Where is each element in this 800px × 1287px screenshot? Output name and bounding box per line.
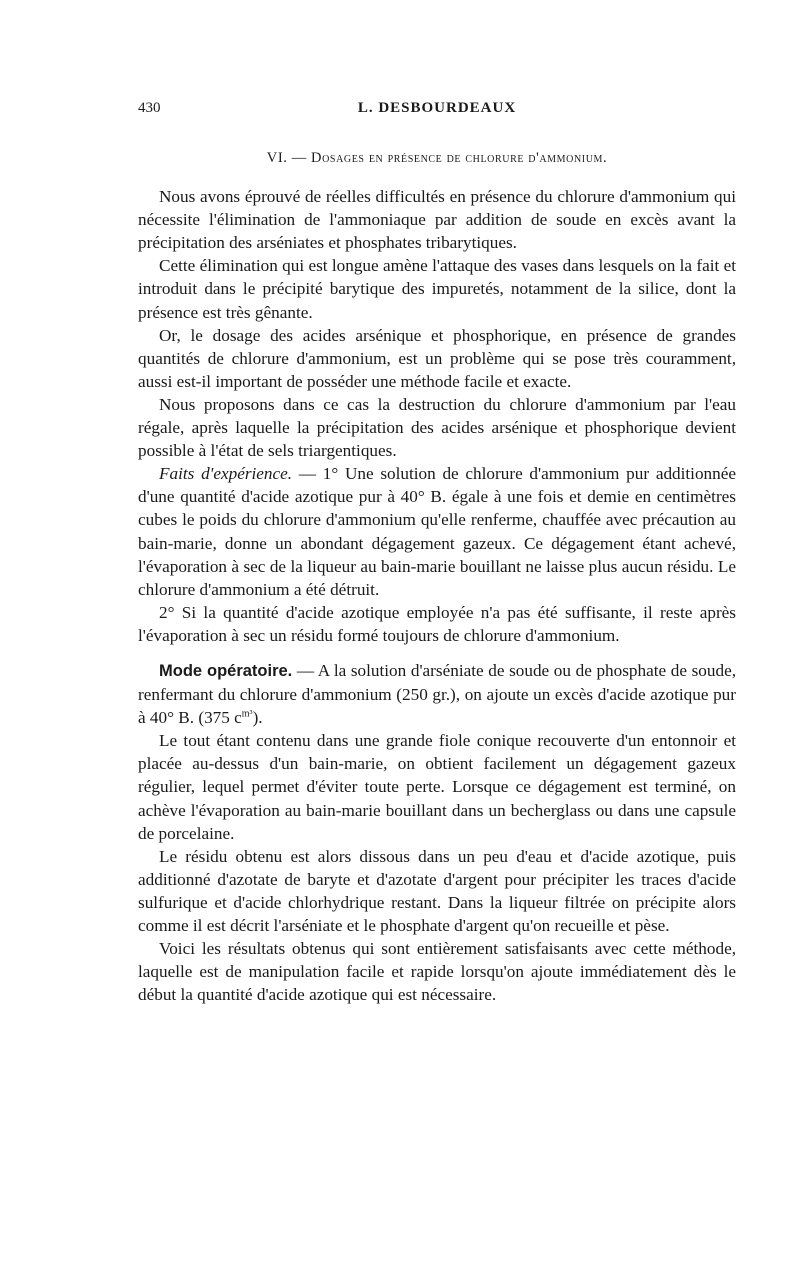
paragraph: Nous proposons dans ce cas la destruction du chlorure d'ammonium par l'eau régale, après laquelle la précipitation des acides arsénique et phosphorique devient possible à l'état de sels triargentiques. — [138, 394, 736, 461]
faits-label: Faits d'expérience. — [159, 464, 293, 484]
document-page — [138, 96, 736, 1006]
mode-text: — A la solution d'arséniate de soude ou de phosphate de soude, renfermant du chlorure d'ammonium (250 gr.), on ajoute un excès d'acide azotique pur à 40° B. (375 c — [138, 660, 737, 728]
running-header — [138, 96, 736, 120]
section-heading: VI. — Dosages en présence de chlorure d'ammonium. — [266, 150, 608, 166]
paragraph: Le tout étant contenu dans une grande fiole conique recouverte d'un entonnoir et placée au-dessus d'un bain-marie, on obtient facilement un dégagement gazeux régulier, lequel permet d'éviter toute perte. Lorsque ce dégagement est terminé, on achève l'évaporation au bain-marie bouillant dans un becherglass ou dans une capsule de porcelaine. — [138, 731, 736, 843]
mode-label: Mode opératoire. — [159, 661, 293, 680]
paragraph: 2° Si la quantité d'acide azotique employée n'a pas été suffisante, il reste après l'évaporation à sec un résidu formé toujours de chlorure d'ammonium. — [138, 602, 736, 645]
paragraph: Nous avons éprouvé de réelles difficultés en présence du chlorure d'ammonium qui nécessite l'élimination de l'ammoniaque par addition de soude en excès avant la précipitation des arséniates et phosphates tribarytiques. — [138, 187, 736, 253]
mode-unit-superscript: m³ — [241, 708, 253, 720]
faits-text: — 1° Une solution de chlorure d'ammonium pur additionnée d'une quantité d'acide azotique pur à 40° B. égale à une fois et demie en centimètres cubes le poids du chlorure d'ammonium qu'elle renferme, chauffée avec précaution au bain-marie, donne un abondant dégagement gazeux. Ce dégagement étant achevé, l'évaporation à sec de la liqueur au bain-marie bouillant ne laisse plus aucun résidu. Le chlorure d'ammonium a été détruit. — [138, 464, 736, 599]
paragraph: Voici les résultats obtenus qui sont entièrement satisfaisants avec cette méthode, laquelle est de manipulation facile et rapide lorsqu'on ajoute immédiatement dès le début la quantité d'acide azotique qui est nécessaire. — [138, 939, 736, 1005]
mode-text-end: ). — [252, 708, 263, 728]
running-title: L. DESBOURDEAUX — [357, 100, 517, 116]
faits-paragraph — [138, 462, 736, 601]
paragraph: Or, le dosage des acides arsénique et phosphorique, en présence de grandes quantités de chlorure d'ammonium, est un problème qui se pose très couramment, aussi est-il important de posséder une méthode facile et exacte. — [138, 325, 736, 391]
paragraph: Le résidu obtenu est alors dissous dans un peu d'eau et d'acide azotique, puis additionné d'azotate de baryte et d'azotate d'argent pour précipiter les traces d'acide sulfurique et d'acide chlorhydrique restant. Dans la liqueur filtrée on précipite alors comme il est décrit l'arséniate et le phosphate d'argent qu'on recueille et pèse. — [138, 846, 736, 935]
page-number: 430 — [138, 100, 161, 116]
paragraph-gap — [138, 647, 736, 659]
mode-paragraph — [138, 659, 736, 729]
paragraph: Cette élimination qui est longue amène l'attaque des vases dans lesquels on la fait et introduit dans le précipité barytique des impuretés, notamment de la silice, dont la présence est très gênante. — [138, 256, 736, 322]
